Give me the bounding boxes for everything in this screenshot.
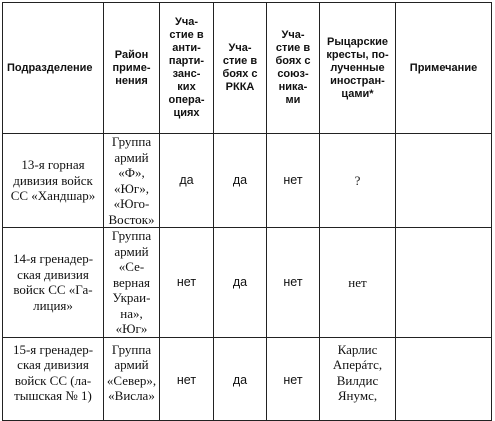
header-unit: Подразделение — [3, 3, 104, 134]
divisions-table — [2, 2, 492, 421]
note-cell — [396, 337, 492, 420]
anti-partisan-cell: да — [160, 134, 214, 228]
vs-allies-cell: нет — [267, 337, 320, 420]
unit-cell: 14-я гренадер- ская дивизия войск СС «Га- лиция» — [3, 228, 104, 338]
unit-cell: 15-я гренадер- ская дивизия войск СС (ла- тышская № 1) — [3, 337, 104, 420]
vs-rkka-cell: да — [214, 337, 267, 420]
vs-allies-cell: нет — [267, 134, 320, 228]
table-row — [3, 228, 492, 338]
vs-rkka-cell: да — [214, 134, 267, 228]
header-row — [3, 3, 492, 134]
header-region: Район приме- нения — [104, 3, 160, 134]
knights-cross-cell: нет — [320, 228, 396, 338]
vs-allies-cell: нет — [267, 228, 320, 338]
region-cell: Группа армий «Ф», «Юг», «Юго- Восток» — [104, 134, 160, 228]
anti-partisan-cell: нет — [160, 337, 214, 420]
table-row — [3, 134, 492, 228]
knights-cross-cell: ? — [320, 134, 396, 228]
vs-rkka-cell: да — [214, 228, 267, 338]
unit-cell: 13-я горная дивизия войск СС «Хандшар» — [3, 134, 104, 228]
table-row — [3, 337, 492, 420]
header-knights-cross: Рыцарские кресты, по- лученные иностран- цами* — [320, 3, 396, 134]
header-note: Примечание — [396, 3, 492, 134]
note-cell — [396, 228, 492, 338]
header-vs-allies: Уча- стие в боях с союз- ника- ми — [267, 3, 320, 134]
anti-partisan-cell: нет — [160, 228, 214, 338]
region-cell: Группа армий «Се- верная Украи- на», «Юг» — [104, 228, 160, 338]
header-anti-partisan: Уча- стие в анти- парти- занс- ких опера- циях — [160, 3, 214, 134]
header-vs-rkka: Уча- стие в боях с РККА — [214, 3, 267, 134]
knights-cross-cell: Карлис Аперáтс, Вилдис Янумс, — [320, 337, 396, 420]
note-cell — [396, 134, 492, 228]
region-cell: Группа армий «Север», «Висла» — [104, 337, 160, 420]
